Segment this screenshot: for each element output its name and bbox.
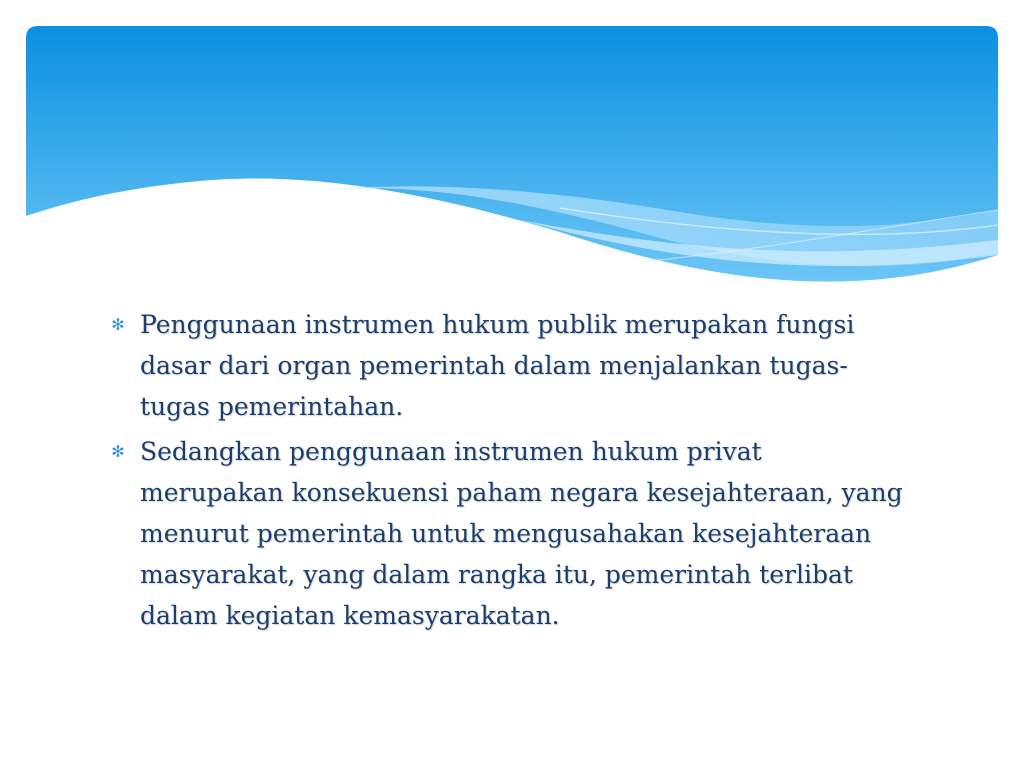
asterisk-bullet-icon: ✻: [111, 442, 125, 461]
list-item: [108, 431, 908, 636]
bullet-text: Sedangkan penggunaan instrumen hukum privat merupakan konsekuensi paham negara kesejahteraan, yang menurut pemerintah untuk mengusahakan kesejahteraan masyarakat, yang dalam rangka itu, pemerintah terlibat dalam kegiatan kemasyarakatan.: [140, 437, 903, 630]
bullet-text: Penggunaan instrumen hukum publik merupakan fungsi dasar dari organ pemerintah dalam menjalankan tugas-tugas pemerintahan.: [140, 310, 855, 421]
bullet-list: [108, 304, 908, 636]
slide-body: [108, 304, 908, 640]
list-item: [108, 304, 908, 427]
asterisk-bullet-icon: ✻: [111, 315, 125, 334]
header-wave-banner: [0, 0, 1024, 300]
